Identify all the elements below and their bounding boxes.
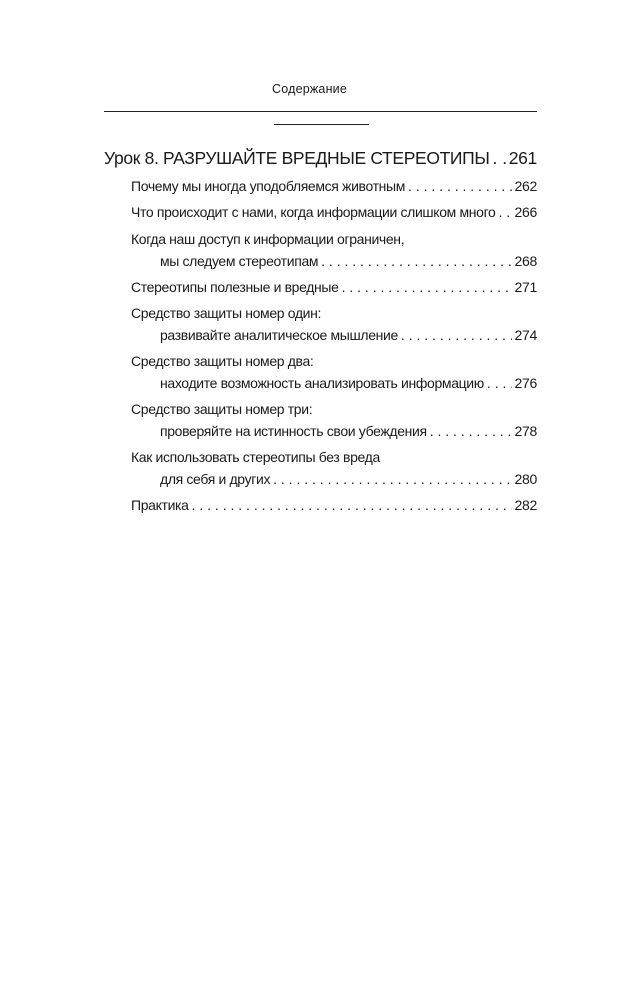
- entry-title-continuation: развивайте аналитическое мышление: [160, 327, 398, 343]
- entry-title: Средство защиты номер один:: [131, 305, 322, 321]
- entry-title: Практика: [131, 497, 189, 513]
- leader-dots: [487, 375, 512, 391]
- entry-title: Средство защиты номер два:: [131, 353, 314, 369]
- entry-page: 276: [514, 375, 537, 391]
- leader-dots: [192, 497, 512, 513]
- entry-title-continuation: для себя и других: [160, 471, 271, 487]
- toc-entry[interactable]: [160, 471, 537, 487]
- entry-title: Средство защиты номер три:: [131, 401, 313, 417]
- entry-page: 271: [514, 279, 537, 295]
- toc-entry[interactable]: [160, 423, 537, 439]
- entry-page: 268: [514, 253, 537, 269]
- entry-title-continuation: находите возможность анализировать информацию: [160, 375, 484, 391]
- entry-title-continuation: проверяйте на истинность свои убеждения: [160, 423, 427, 439]
- entry-page: 278: [514, 423, 537, 439]
- toc-entry[interactable]: [131, 178, 537, 194]
- leader-dots: [430, 423, 512, 439]
- entry-page: 282: [514, 497, 537, 513]
- header-rule: [104, 111, 537, 112]
- toc-chapter[interactable]: [104, 148, 537, 169]
- entry-page: 280: [514, 471, 537, 487]
- entry-page: 274: [514, 327, 537, 343]
- entry-title: Почему мы иногда уподобляемся животным: [131, 178, 406, 194]
- toc-entry[interactable]: [160, 375, 537, 391]
- leader-dots: [342, 279, 512, 295]
- leader-dots: [408, 178, 511, 194]
- entry-title: Стереотипы полезные и вредные: [131, 279, 339, 295]
- toc-entry[interactable]: [131, 497, 537, 513]
- entry-page: 266: [514, 204, 537, 220]
- toc-entry[interactable]: [131, 279, 537, 295]
- entry-title-continuation: мы следуем стереотипам: [160, 253, 319, 269]
- toc-entry[interactable]: [160, 253, 537, 269]
- running-header: Содержание: [271, 82, 348, 96]
- leader-dots: [493, 148, 506, 169]
- entry-title: Когда наш доступ к информации ограничен,: [131, 231, 405, 247]
- leader-dots: [401, 327, 512, 343]
- entry-page: 262: [514, 178, 537, 194]
- toc-entry[interactable]: [131, 204, 537, 220]
- leader-dots: [273, 471, 511, 487]
- leader-dots: [498, 204, 511, 220]
- entry-title: Как использовать стереотипы без вреда: [131, 449, 380, 465]
- toc-entry[interactable]: [160, 327, 537, 343]
- chapter-page: 261: [508, 148, 537, 168]
- section-divider: [274, 124, 369, 125]
- leader-dots: [321, 253, 511, 269]
- entry-title: Что происходит с нами, когда информации слишком много: [131, 204, 496, 220]
- chapter-title: Урок 8. РАЗРУШАЙТЕ ВРЕДНЫЕ СТЕРЕОТИПЫ: [104, 148, 490, 168]
